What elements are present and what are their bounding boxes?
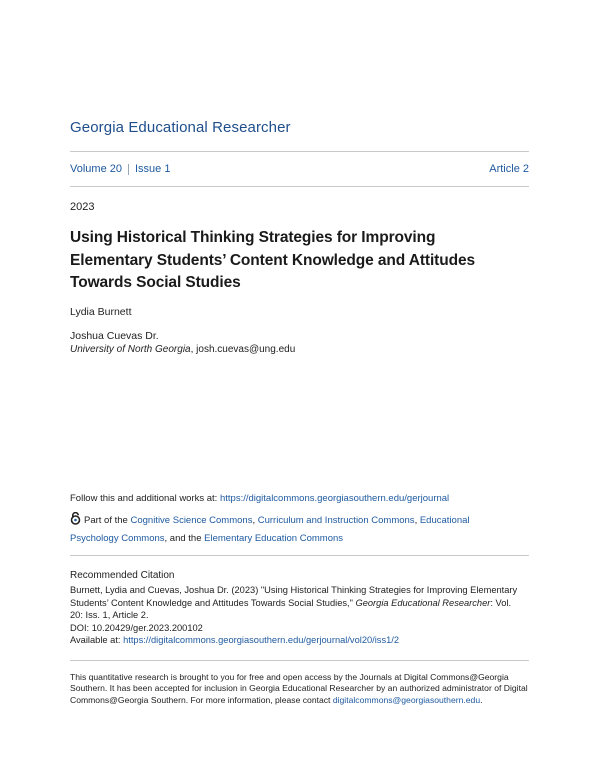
citation-volume: : Vol. 20: Iss. 1, Article 2. bbox=[70, 597, 512, 621]
divider-issue bbox=[70, 186, 529, 187]
journal-title[interactable]: Georgia Educational Researcher bbox=[70, 119, 291, 136]
divider-top bbox=[70, 151, 529, 152]
citation-heading: Recommended Citation bbox=[70, 570, 175, 581]
recommended-citation bbox=[70, 584, 525, 647]
author-name: Joshua Cuevas Dr. bbox=[70, 330, 159, 342]
article-url-link[interactable]: https://digitalcommons.georgiasouthern.edu/gerjournal/vol20/iss1/2 bbox=[123, 635, 400, 646]
volume-link[interactable]: Volume 20 bbox=[70, 163, 122, 175]
part-of-commons: Part of the Cognitive Science Commons, Curriculum and Instruction Commons, Educational Psychology Commons, and the Elementary Education Commons bbox=[70, 512, 520, 546]
commons-link-curriculum-instruction[interactable]: Curriculum and Instruction Commons bbox=[257, 515, 415, 526]
article-title: Using Historical Thinking Strategies for Improving Elementary Students’ Content Knowledge and Attitudes Towards Social Studies bbox=[70, 229, 476, 291]
commons-link-elementary-education[interactable]: Elementary Education Commons bbox=[204, 532, 344, 544]
part-of-prefix: Part of the bbox=[84, 515, 131, 526]
available-prefix: Available at: bbox=[70, 635, 124, 646]
follow-line bbox=[70, 493, 449, 504]
citation-journal: Georgia Educational Researcher bbox=[355, 597, 491, 608]
citation-text: Burnett, Lydia and Cuevas, Joshua Dr. (2023) "Using Historical Thinking Strategies for Improving Elementary Students’ Content Knowledge and Attitudes Towards Social Studies," bbox=[70, 585, 518, 608]
publication-year: 2023 bbox=[70, 201, 95, 213]
article-number-link[interactable]: Article 2 bbox=[489, 163, 529, 175]
follow-prefix: Follow this and additional works at: bbox=[70, 493, 220, 504]
author-name: Lydia Burnett bbox=[70, 306, 132, 318]
issue-separator bbox=[128, 164, 129, 175]
access-statement: This quantitative research is brought to you for free and open access by the Journals at Digital Commons@Georgia Southern. It has been accepted for inclusion in Georgia Educational Researcher by an authorized administrator of Digital Commons@Georgia Southern. For more information, please contact digitalcommons@georgiasouthern.edu. bbox=[70, 672, 528, 705]
author-affiliation bbox=[70, 344, 295, 355]
divider-citation bbox=[70, 555, 529, 556]
divider-footer bbox=[70, 660, 529, 661]
issue-link[interactable]: Issue 1 bbox=[134, 163, 171, 175]
issue-bar bbox=[70, 163, 529, 175]
affiliation-name: University of North Georgia bbox=[70, 344, 191, 355]
commons-link-educational-psychology[interactable]: Educational Psychology Commons bbox=[70, 515, 470, 544]
citation-doi: DOI: 10.20429/ger.2023.200102 bbox=[70, 622, 203, 633]
contact-email-link[interactable]: digitalcommons@georgiasouthern.edu bbox=[332, 694, 481, 705]
journal-collection-link[interactable]: https://digitalcommons.georgiasouthern.edu/gerjournal bbox=[219, 493, 450, 504]
author-email: , josh.cuevas@ung.edu bbox=[190, 344, 296, 355]
access-statement-text: This quantitative research is brought to you for free and open access by the Journals at Digital Commons@Georgia Southern. It has been accepted for inclusion in Georgia Educational Researcher by an authorized administrator of Digital Commons@Georgia Southern. For more information, please contact bbox=[70, 672, 528, 705]
commons-link-cognitive-science[interactable]: Cognitive Science Commons bbox=[130, 515, 253, 526]
open-access-icon bbox=[70, 512, 81, 531]
